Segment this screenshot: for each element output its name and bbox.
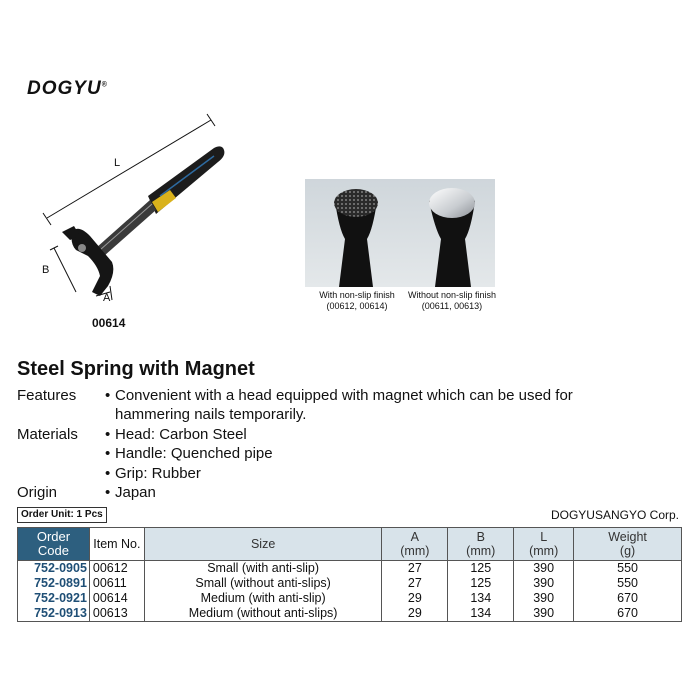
- spec-section: [17, 386, 687, 502]
- caption-without-non-slip-line1: Without non-slip finish: [407, 290, 497, 300]
- width-dim-label: A: [103, 292, 111, 304]
- height-dim-label: B: [42, 264, 50, 276]
- caption-without-non-slip: [402, 290, 502, 312]
- dim-a: 27: [382, 576, 448, 591]
- dim-l: 390: [514, 576, 574, 591]
- bullet: •: [105, 387, 111, 404]
- order-code: 752-0891: [18, 576, 90, 591]
- header-weight-line1: Weight: [608, 530, 647, 544]
- header-order-code-line1: Order: [36, 529, 71, 544]
- dim-l: 390: [514, 606, 574, 622]
- materials-grip: [105, 464, 201, 483]
- bullet: •: [105, 464, 111, 482]
- order-code: 752-0913: [18, 606, 90, 622]
- header-a-line2: (mm): [400, 544, 430, 558]
- materials-row: [17, 425, 687, 444]
- header-b: [448, 528, 514, 561]
- height-dimension-line: [54, 248, 76, 292]
- table-row: [18, 561, 682, 577]
- weight: 670: [574, 606, 682, 622]
- spec-table: [17, 527, 682, 622]
- header-l: [514, 528, 574, 561]
- weight: 670: [574, 591, 682, 606]
- bullet: •: [105, 445, 111, 463]
- item-no: 00613: [89, 606, 144, 622]
- hammer-diagram: [0, 100, 300, 330]
- materials-label: Materials: [17, 425, 78, 443]
- hammer-face-photo: [305, 179, 495, 287]
- features-line1: Convenient with a head equipped with magnet which can be used for: [115, 387, 573, 404]
- materials-head-text: Head: Carbon Steel: [115, 425, 247, 443]
- weight: 550: [574, 561, 682, 577]
- header-order-code-line2: Code: [37, 543, 69, 558]
- origin-row: [17, 483, 687, 502]
- dim-b: 134: [448, 591, 514, 606]
- table-row: [18, 606, 682, 622]
- origin-value-text: Japan: [115, 483, 156, 501]
- header-a-line1: A: [410, 530, 420, 544]
- dim-a: 29: [382, 591, 448, 606]
- header-b-line2: (mm): [466, 544, 496, 558]
- dim-a: 29: [382, 606, 448, 622]
- materials-row-handle: [17, 444, 687, 463]
- header-item-no: Item No.: [89, 528, 144, 561]
- item-no: 00612: [89, 561, 144, 577]
- dim-l: 390: [514, 561, 574, 577]
- dim-b: 125: [448, 561, 514, 577]
- header-weight-line2: (g): [619, 544, 636, 558]
- product-title: Steel Spring with Magnet: [17, 358, 255, 380]
- caption-with-non-slip-line2: (00612, 00614): [326, 301, 388, 311]
- corp-name: DOGYUSANGYO Corp.: [550, 508, 679, 522]
- dim-b: 125: [448, 576, 514, 591]
- features-value: [105, 386, 573, 405]
- materials-row-grip: [17, 464, 687, 483]
- size: Small (with anti-slip): [144, 561, 382, 577]
- registered-mark: ®: [101, 81, 108, 89]
- features-row: [17, 386, 687, 405]
- brand-logo: [27, 78, 108, 100]
- order-code: 752-0921: [18, 591, 90, 606]
- size: Medium (with anti-slip): [144, 591, 382, 606]
- header-weight: [574, 528, 682, 561]
- materials-handle: [105, 444, 273, 463]
- bullet: •: [105, 483, 111, 501]
- table-row: [18, 576, 682, 591]
- origin-value: [105, 483, 156, 502]
- dim-l: 390: [514, 591, 574, 606]
- materials-handle-text: Handle: Quenched pipe: [115, 445, 273, 463]
- brand-logo-text: DOGYU: [27, 78, 102, 99]
- table-row: [18, 591, 682, 606]
- bullet: •: [105, 425, 111, 443]
- header-b-line1: B: [476, 530, 485, 544]
- item-no: 00611: [89, 576, 144, 591]
- caption-with-non-slip: [308, 290, 406, 312]
- model-label: 00614: [92, 316, 126, 330]
- header-l-line1: L: [540, 530, 548, 544]
- weight: 550: [574, 576, 682, 591]
- materials-grip-text: Grip: Rubber: [115, 464, 201, 482]
- dim-a: 27: [382, 561, 448, 577]
- size: Medium (without anti-slips): [144, 606, 382, 622]
- item-no: 00614: [89, 591, 144, 606]
- caption-without-non-slip-line2: (00611, 00613): [421, 301, 483, 311]
- features-label: Features: [17, 387, 77, 404]
- features-row-cont: [17, 405, 687, 424]
- header-l-line2: (mm): [529, 544, 559, 558]
- length-dim-label: L: [114, 157, 121, 169]
- header-size: Size: [144, 528, 382, 561]
- materials-head: [105, 425, 247, 444]
- features-line2: hammering nails temporarily.: [115, 406, 307, 424]
- order-code: 752-0905: [18, 561, 90, 577]
- header-a: [382, 528, 448, 561]
- origin-label: Origin: [17, 483, 58, 501]
- order-unit-badge: Order Unit: 1 Pcs: [17, 507, 107, 523]
- table-header-row: [18, 528, 682, 561]
- caption-with-non-slip-line1: With non-slip finish: [319, 290, 395, 300]
- dim-b: 134: [448, 606, 514, 622]
- header-order-code: [18, 528, 90, 561]
- size: Small (without anti-slips): [144, 576, 382, 591]
